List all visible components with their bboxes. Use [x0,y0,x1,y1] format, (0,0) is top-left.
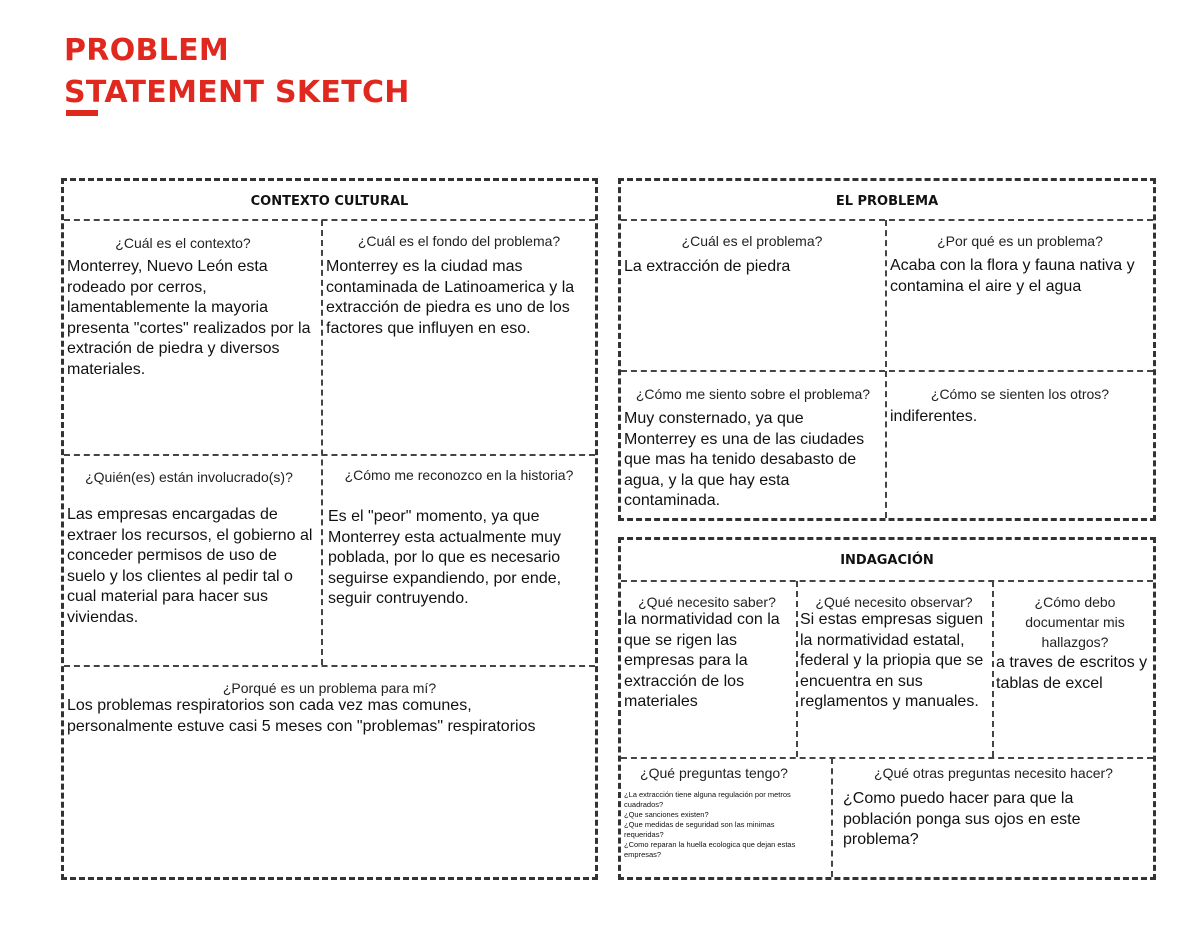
question-list-item: ¿Que sanciones existen? [624,810,709,819]
question-list-item: ¿Como reparan la huella ecologica que dejan estas empresas? [624,840,796,859]
answer-que-necesito-saber: la normatividad con la que se rigen las empresas para la extracción de los materiales [624,611,780,710]
divider [885,220,887,518]
title-accent-bar [66,110,98,116]
answer-como-me-siento: Muy consternado, ya que Monterrey es una de las ciudades que mas ha tenido desabasto de agua, y la que hay esta contaminada. [624,410,865,509]
divider [64,454,595,456]
answer-involucrados: Las empresas encargadas de extraer los recursos, el gobierno al conceder permisos de uso de suelo y los clientes al pedir tal o cual material para hacer sus viviendas. [67,506,313,626]
answer-que-preguntas-tengo [624,790,810,860]
divider [621,580,1153,582]
question-porque-para-mi: ¿Porqué es un problema para mí? [222,680,437,696]
indagacion-header: INDAGACIÓN [840,553,934,568]
question-como-sienten-otros: ¿Cómo se sienten los otros? [930,386,1110,402]
divider [621,370,1153,372]
divider [64,219,595,221]
divider [64,665,595,667]
divider [992,581,994,757]
answer-otras-preguntas: ¿Como puedo hacer para que la población ponga sus ojos en este problema? [843,790,1081,848]
answer-reconozco: Es el "peor" momento, ya que Monterrey esta actualmente muy poblada, por lo que es necesario seguirse expandiendo, por ende, seguir contruyendo. [328,508,562,607]
question-fondo: ¿Cuál es el fondo del problema? [357,233,561,249]
answer-que-necesito-observar: Si estas empresas siguen la normatividad estatal, federal y la priopia que se encuentra en sus reglamentos y manuales. [800,611,984,710]
el-problema-header: EL PROBLEMA [835,194,939,209]
question-como-me-siento: ¿Cómo me siento sobre el problema? [635,386,871,402]
question-list-item: ¿Que medidas de seguridad son las minimas requeridas? [624,820,775,839]
page-title [64,30,410,114]
question-reconozco: ¿Cómo me reconozco en la historia? [344,467,574,483]
answer-por-que-problema: Acaba con la flora y fauna nativa y contamina el aire y el agua [890,257,1135,295]
question-por-que-problema: ¿Por qué es un problema? [937,233,1103,249]
divider [621,219,1153,221]
answer-como-documentar: a traves de escritos y tablas de excel [996,654,1148,692]
answer-cual-problema: La extracción de piedra [624,258,791,275]
question-que-necesito-observar: ¿Qué necesito observar? [815,594,973,610]
question-list-item: ¿La extracción tiene alguna regulación por metros cuadrados? [624,790,791,809]
question-que-preguntas-tengo: ¿Qué preguntas tengo? [640,765,788,781]
question-que-necesito-saber: ¿Qué necesito saber? [638,594,776,610]
contexto-cultural-header: CONTEXTO CULTURAL [250,194,409,209]
answer-fondo: Monterrey es la ciudad mas contaminada de Latinoamerica y la extracción de piedra es uno de los factores que influyen en eso. [326,258,575,337]
title-line-1: PROBLEM [64,33,230,68]
question-como-documentar: ¿Cómo debo documentar mis hallazgos? [1025,594,1125,650]
answer-contexto: Monterrey, Nuevo León esta rodeado por cerros, lamentablemente la mayoria presenta "cortes" realizados por la extración de piedra y diversos materiales. [67,258,311,378]
question-contexto: ¿Cuál es el contexto? [115,235,251,251]
title-line-2: STATEMENT SKETCH [64,75,410,110]
question-otras-preguntas: ¿Qué otras preguntas necesito hacer? [874,765,1113,781]
question-cual-problema: ¿Cuál es el problema? [681,233,823,249]
divider [321,220,323,665]
answer-como-sienten-otros: indiferentes. [890,408,978,425]
divider [831,758,833,877]
divider [621,757,1153,759]
answer-porque-para-mi: Los problemas respiratorios son cada vez mas comunes, personalmente estuve casi 5 meses con "problemas" respiratorios [67,697,536,735]
question-involucrados: ¿Quién(es) están involucrado(s)? [85,469,293,485]
